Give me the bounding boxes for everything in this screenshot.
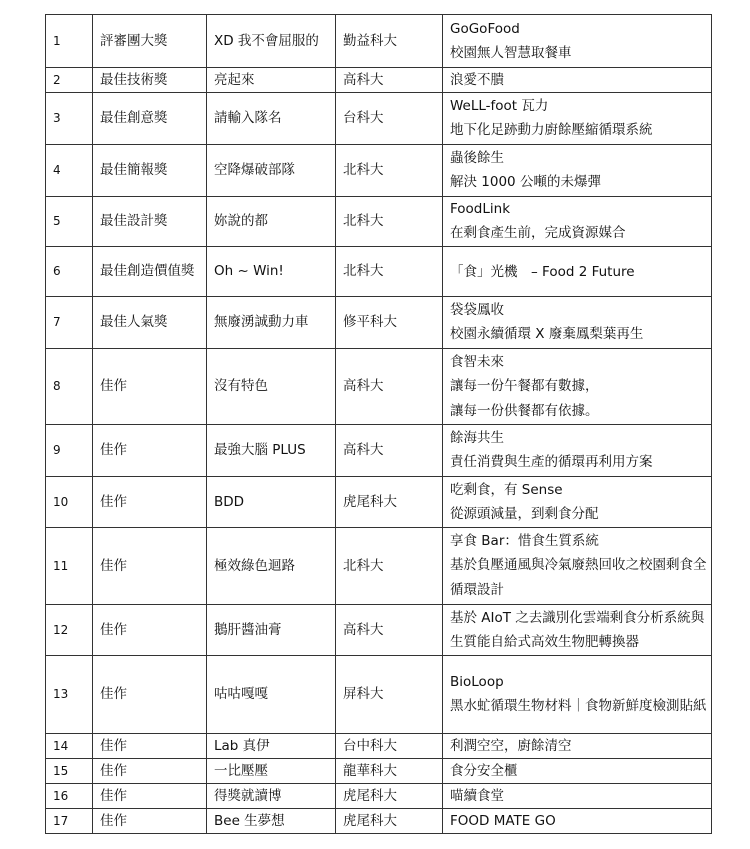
- project-line: 讓每一份供餐都有依據。: [450, 402, 599, 419]
- project-line: 吃剩食，有 Sense: [450, 481, 563, 498]
- school-name: 龍華科大: [336, 759, 443, 784]
- project-line: 餘海共生: [450, 430, 504, 446]
- row-number: 2: [46, 68, 93, 93]
- row-number: 12: [46, 605, 93, 656]
- school-name: 修平科大: [336, 297, 443, 349]
- school-name: 台中科大: [336, 734, 443, 759]
- project-name: [443, 809, 712, 834]
- team-name: 一比壓壓: [207, 759, 336, 784]
- school-name: 高科大: [336, 605, 443, 656]
- team-name: 妳說的都: [207, 197, 336, 247]
- team-name: Bee 生夢想: [207, 809, 336, 834]
- table-row: [46, 809, 712, 834]
- school-name: 北科大: [336, 145, 443, 197]
- row-number: 5: [46, 197, 93, 247]
- awards-table-body: [46, 15, 712, 834]
- project-line: 浪愛不膭: [450, 72, 504, 88]
- team-name: 沒有特色: [207, 349, 336, 425]
- project-name: [443, 145, 712, 197]
- award-name: 佳作: [93, 809, 207, 834]
- award-name: 最佳設計獎: [93, 197, 207, 247]
- award-name: 最佳人氣獎: [93, 297, 207, 349]
- project-name: [443, 15, 712, 68]
- school-name: 北科大: [336, 247, 443, 297]
- award-name: 佳作: [93, 759, 207, 784]
- project-line: 基於 AIoT 之去識別化雲端剩食分析系統與生質能自給式高效生物肥轉換器: [450, 610, 705, 650]
- team-name: 空降爆破部隊: [207, 145, 336, 197]
- award-name: 佳作: [93, 349, 207, 425]
- row-number: 13: [46, 656, 93, 734]
- project-line: 校園永續循環 X 廢棄鳳梨葉再生: [450, 326, 644, 342]
- project-name: [443, 477, 712, 528]
- team-name: 極效綠色迴路: [207, 528, 336, 605]
- award-name: 評審團大獎: [93, 15, 207, 68]
- school-name: 虎尾科大: [336, 809, 443, 834]
- team-name: 請輸入隊名: [207, 93, 336, 145]
- school-name: 屏科大: [336, 656, 443, 734]
- project-line: 地下化足跡動力廚餘壓縮循環系統: [450, 122, 653, 138]
- school-name: 高科大: [336, 68, 443, 93]
- project-name: [443, 197, 712, 247]
- project-line: 蟲後餘生: [450, 150, 504, 166]
- table-row: [46, 297, 712, 349]
- school-name: 勤益科大: [336, 15, 443, 68]
- project-line: 食智未來: [450, 353, 504, 370]
- team-name: 最強大腦 PLUS: [207, 425, 336, 477]
- team-name: BDD: [207, 477, 336, 528]
- project-name: [443, 425, 712, 477]
- row-number: 17: [46, 809, 93, 834]
- project-name: [443, 297, 712, 349]
- project-name: [443, 349, 712, 425]
- table-row: [46, 605, 712, 656]
- project-line: 基於負壓通風與冷氣廢熱回收之校園剩食全循環設計: [450, 557, 707, 598]
- project-line: GoGoFood: [450, 20, 520, 37]
- award-name: 最佳創造價值獎: [93, 247, 207, 297]
- row-number: 16: [46, 784, 93, 809]
- project-name: [443, 605, 712, 656]
- table-row: [46, 15, 712, 68]
- table-row: [46, 349, 712, 425]
- row-number: 4: [46, 145, 93, 197]
- team-name: 咕咕嘎嘎: [207, 656, 336, 734]
- school-name: 虎尾科大: [336, 477, 443, 528]
- award-name: 佳作: [93, 784, 207, 809]
- row-number: 14: [46, 734, 93, 759]
- project-line: 讓每一份午餐都有數據，: [450, 377, 599, 394]
- table-row: [46, 477, 712, 528]
- school-name: 北科大: [336, 197, 443, 247]
- project-line: 黑水虻循環生物材料｜食物新鮮度檢測貼紙: [450, 698, 707, 714]
- row-number: 10: [46, 477, 93, 528]
- team-name: 無廢湧誠動力車: [207, 297, 336, 349]
- team-name: XD 我不會屈服的: [207, 15, 336, 68]
- project-line: FOOD MATE GO: [450, 813, 556, 829]
- row-number: 15: [46, 759, 93, 784]
- team-name: 亮起來: [207, 68, 336, 93]
- table-row: [46, 68, 712, 93]
- project-line: 喵續食堂: [450, 788, 504, 804]
- row-number: 3: [46, 93, 93, 145]
- project-line: 在剩食產生前，完成資源媒合: [450, 225, 626, 241]
- award-name: 佳作: [93, 656, 207, 734]
- award-name: 佳作: [93, 528, 207, 605]
- project-name: [443, 528, 712, 605]
- school-name: 虎尾科大: [336, 784, 443, 809]
- row-number: 9: [46, 425, 93, 477]
- team-name: Lab 真伊: [207, 734, 336, 759]
- project-line: 袋袋鳳收: [450, 302, 504, 318]
- project-line: 責任消費與生產的循環再利用方案: [450, 454, 653, 470]
- project-line: 校園無人智慧取餐車: [450, 44, 572, 61]
- table-row: [46, 247, 712, 297]
- table-row: [46, 145, 712, 197]
- award-name: 最佳創意獎: [93, 93, 207, 145]
- project-line: WeLL-foot 瓦力: [450, 98, 549, 114]
- award-name: 佳作: [93, 605, 207, 656]
- school-name: 高科大: [336, 425, 443, 477]
- award-name: 最佳技術獎: [93, 68, 207, 93]
- team-name: 得獎就讀博: [207, 784, 336, 809]
- table-row: [46, 784, 712, 809]
- table-row: [46, 93, 712, 145]
- project-name: [443, 93, 712, 145]
- row-number: 8: [46, 349, 93, 425]
- project-line: 食分安全櫃: [450, 763, 518, 779]
- award-name: 佳作: [93, 425, 207, 477]
- row-number: 7: [46, 297, 93, 349]
- table-row: [46, 197, 712, 247]
- project-line: 利潤空空，廚餘清空: [450, 738, 572, 754]
- project-name: [443, 759, 712, 784]
- row-number: 6: [46, 247, 93, 297]
- table-row: [46, 656, 712, 734]
- table-row: [46, 759, 712, 784]
- project-line: 「食」光機 – Food 2 Future: [450, 263, 635, 280]
- project-line: BioLoop: [450, 674, 504, 690]
- table-row: [46, 734, 712, 759]
- project-name: [443, 734, 712, 759]
- project-line: FoodLink: [450, 201, 511, 217]
- project-name: [443, 656, 712, 734]
- project-name: [443, 68, 712, 93]
- project-name: [443, 784, 712, 809]
- project-name: [443, 247, 712, 297]
- awards-table: [45, 14, 712, 834]
- team-name: 鵝肝醬油膏: [207, 605, 336, 656]
- award-name: 佳作: [93, 734, 207, 759]
- table-row: [46, 425, 712, 477]
- team-name: Oh ~ Win!: [207, 247, 336, 297]
- project-line: 享食 Bar：惜食生質系統: [450, 533, 599, 549]
- school-name: 北科大: [336, 528, 443, 605]
- school-name: 台科大: [336, 93, 443, 145]
- row-number: 11: [46, 528, 93, 605]
- project-line: 從源頭減量，到剩食分配: [450, 505, 599, 522]
- award-name: 最佳簡報獎: [93, 145, 207, 197]
- award-name: 佳作: [93, 477, 207, 528]
- project-line: 解決 1000 公噸的未爆彈: [450, 174, 601, 190]
- school-name: 高科大: [336, 349, 443, 425]
- row-number: 1: [46, 15, 93, 68]
- table-row: [46, 528, 712, 605]
